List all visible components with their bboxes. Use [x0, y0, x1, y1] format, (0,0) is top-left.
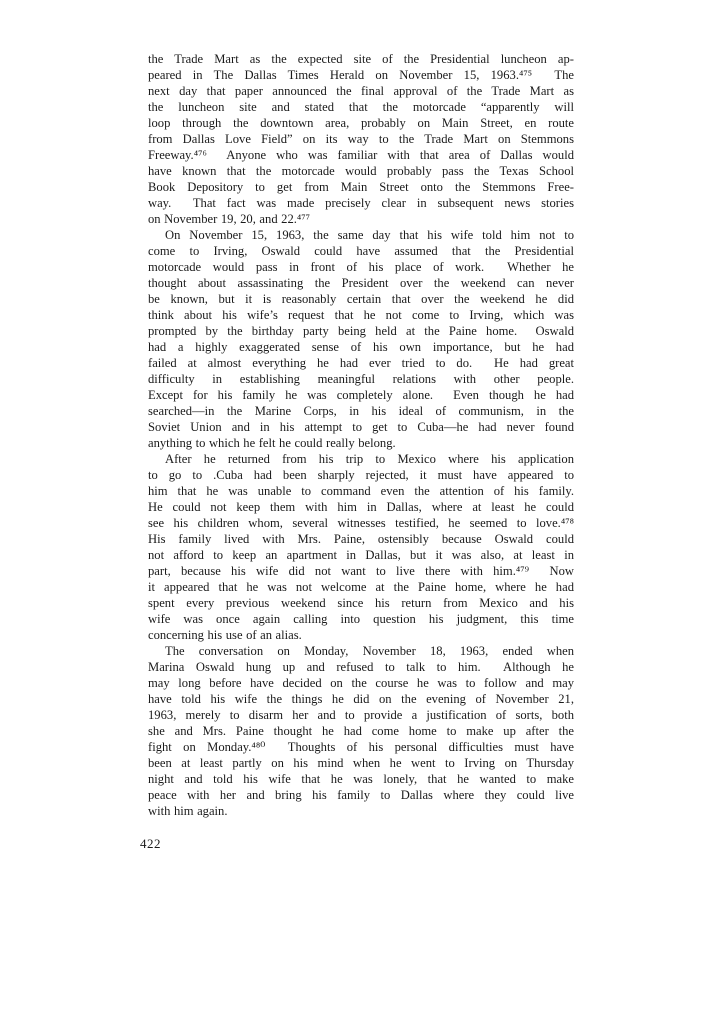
text-line: had a highly exaggerated sense of his own importance, but he had [148, 340, 574, 354]
text-line: He could not keep them with him in Dallas, where at least he could [148, 500, 574, 514]
text-line: peace with her and bring his family to Dallas where they could live [148, 788, 574, 802]
text-line: Soviet Union and in his attempt to get to Cuba—he had never found [148, 420, 574, 434]
text-line: may long before have decided on the course he was to follow and may [148, 676, 574, 690]
page-number: 422 [140, 836, 161, 851]
text-line: wife was once again calling into question his judgment, this time [148, 612, 574, 626]
text-line: have told his wife the things he did on the evening of November 21, [148, 692, 574, 706]
text-line: searched—in the Marine Corps, in his ideal of communism, in the [148, 404, 574, 418]
text-line: concerning his use of an alias. [148, 628, 302, 642]
text-line: she and Mrs. Paine thought he had come home to make up after the [148, 724, 574, 738]
text-line: peared in The Dallas Times Herald on November 15, 1963.⁴⁷⁵ The [148, 68, 574, 82]
text-line: Except for his family he was completely alone. Even though he had [148, 388, 574, 402]
text-line: have known that the motorcade would probably pass the Texas School [148, 164, 574, 178]
text-line: to go to .Cuba had been sharply rejected, it must have appeared to [148, 468, 574, 482]
text-line: On November 15, 1963, the same day that his wife told him not to [165, 228, 574, 242]
text-line: spent every previous weekend since his return from Mexico and his [148, 596, 574, 610]
text-line: see his children whom, several witnesses testified, he seemed to love.⁴⁷⁸ [148, 516, 574, 530]
text-line: difficulty in establishing meaningful relations with other people. [148, 372, 574, 386]
text-line: loop through the downtown area, probably on Main Street, en route [148, 116, 574, 130]
text-line: Marina Oswald hung up and refused to talk to him. Although he [148, 660, 574, 674]
paragraph [148, 643, 574, 819]
text-line: the Trade Mart as the expected site of the Presidential luncheon ap- [148, 52, 574, 66]
text-line: Freeway.⁴⁷⁶ Anyone who was familiar with that area of Dallas would [148, 148, 574, 162]
text-line: The conversation on Monday, November 18, 1963, ended when [165, 644, 574, 658]
text-line: from Dallas Love Field” on its way to the Trade Mart on Stemmons [148, 132, 574, 146]
text-line: not afford to keep an apartment in Dallas, but it was also, at least in [148, 548, 574, 562]
text-line: come to Irving, Oswald could have assumed that the Presidential [148, 244, 574, 258]
text-line: motorcade would pass in front of his place of work. Whether he [148, 260, 574, 274]
text-line: failed at almost everything he had ever tried to do. He had great [148, 356, 574, 370]
text-line: on November 19, 20, and 22.⁴⁷⁷ [148, 212, 311, 226]
text-line: think about his wife’s request that he not come to Irving, which was [148, 308, 574, 322]
text-line: it appeared that he was not welcome at the Paine home, where he had [148, 580, 574, 594]
paragraph [148, 227, 574, 451]
text-line: fight on Monday.⁴⁸⁰ Thoughts of his personal difficulties must have [148, 740, 574, 754]
text-line: been at least partly on his mind when he went to Irving on Thursday [148, 756, 574, 770]
text-line: 1963, merely to disarm her and to provide a justification of sorts, both [148, 708, 574, 722]
text-line: thought about assassinating the President over the weekend can never [148, 276, 574, 290]
text-line: His family lived with Mrs. Paine, ostensibly because Oswald could [148, 532, 574, 546]
text-column [148, 51, 574, 819]
text-line: Book Depository to get from Main Street onto the Stemmons Free- [148, 180, 574, 194]
text-line: anything to which he felt he could really belong. [148, 436, 396, 450]
text-line: with him again. [148, 804, 228, 818]
paragraph [148, 451, 574, 643]
text-line: After he returned from his trip to Mexico where his application [165, 452, 574, 466]
text-line: next day that paper announced the final approval of the Trade Mart as [148, 84, 574, 98]
paragraph [148, 51, 574, 227]
text-line: part, because his wife did not want to live there with him.⁴⁷⁹ Now [148, 564, 574, 578]
text-line: him that he was unable to command even the attention of his family. [148, 484, 574, 498]
text-line: way. That fact was made precisely clear in subsequent news stories [148, 196, 574, 210]
text-line: the luncheon site and stated that the motorcade “apparently will [148, 100, 574, 114]
text-line: prompted by the birthday party being held at the Paine home. Oswald [148, 324, 574, 338]
text-line: night and told his wife that he was lonely, that he wanted to make [148, 772, 574, 786]
text-line: be known, but it is reasonably certain that over the weekend he did [148, 292, 574, 306]
